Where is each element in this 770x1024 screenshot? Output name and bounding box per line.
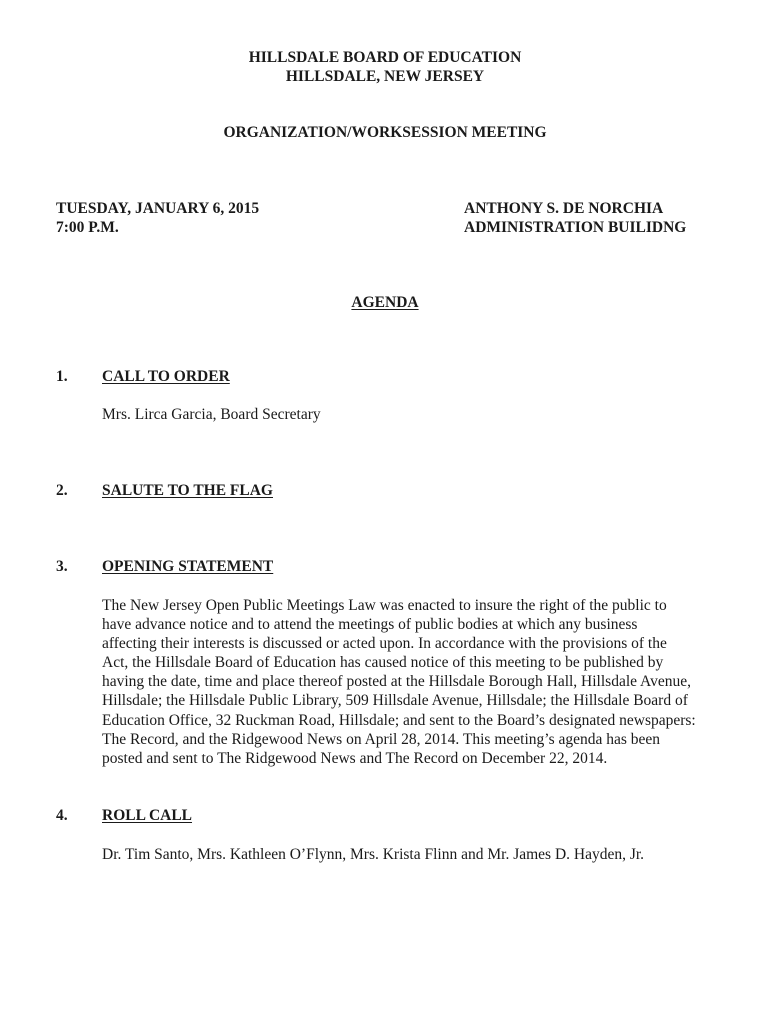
meeting-time: 7:00 P.M. xyxy=(56,219,119,236)
section-body-roll-call xyxy=(102,845,722,864)
org-location: HILLSDALE, NEW JERSEY xyxy=(285,68,485,85)
section-heading-call-to-order: CALL TO ORDER xyxy=(102,368,230,385)
section-number: 3. xyxy=(56,558,68,575)
body-line: Dr. Tim Santo, Mrs. Kathleen O’Flynn, Mrs. Krista Flinn and Mr. James D. Hayden, Jr. xyxy=(102,846,645,863)
section-heading-roll-call: ROLL CALL xyxy=(102,807,193,824)
section-body-call-to-order xyxy=(102,405,722,424)
meeting-location-line2: ADMINISTRATION BUILIDNG xyxy=(464,219,687,236)
body-line: posted and sent to The Ridgewood News and The Record on December 22, 2014. xyxy=(102,749,608,767)
agenda-title xyxy=(0,293,770,312)
body-line: affecting their interests is discussed or acted upon. In accordance with the provisions of the xyxy=(102,635,667,653)
section-body-opening-statement xyxy=(102,596,722,768)
meeting-date: TUESDAY, JANUARY 6, 2015 xyxy=(56,200,260,217)
agenda-title-text: AGENDA xyxy=(351,294,419,311)
body-line: The Record, and the Ridgewood News on April 28, 2014. This meeting’s agenda has been xyxy=(102,730,661,748)
section-number: 4. xyxy=(56,807,68,824)
meeting-type: ORGANIZATION/WORKSESSION MEETING xyxy=(223,124,547,141)
meeting-location-line1: ANTHONY S. DE NORCHIA xyxy=(464,200,664,217)
body-line: Education Office, 32 Ruckman Road, Hillsdale; and sent to the Board’s designated newspapers: xyxy=(102,711,696,729)
org-name: HILLSDALE BOARD OF EDUCATION xyxy=(248,49,522,66)
section-number: 2. xyxy=(56,482,68,499)
body-line: The New Jersey Open Public Meetings Law was enacted to insure the right of the public to xyxy=(102,597,667,614)
body-line: Act, the Hillsdale Board of Education has caused notice of this meeting to be published by xyxy=(102,654,664,672)
section-heading-salute-to-flag: SALUTE TO THE FLAG xyxy=(102,482,273,499)
body-line: Mrs. Lirca Garcia, Board Secretary xyxy=(102,406,321,423)
body-line: having the date, time and place thereof posted at the Hillsdale Borough Hall, Hillsdale Avenue, xyxy=(102,673,691,691)
section-number: 1. xyxy=(56,368,68,385)
body-line: Hillsdale; the Hillsdale Public Library, 509 Hillsdale Avenue, Hillsdale; the Hillsdale Board of xyxy=(102,692,688,710)
section-heading-opening-statement: OPENING STATEMENT xyxy=(102,558,274,575)
body-line: have advance notice and to attend the meetings of public bodies at which any business xyxy=(102,616,638,634)
